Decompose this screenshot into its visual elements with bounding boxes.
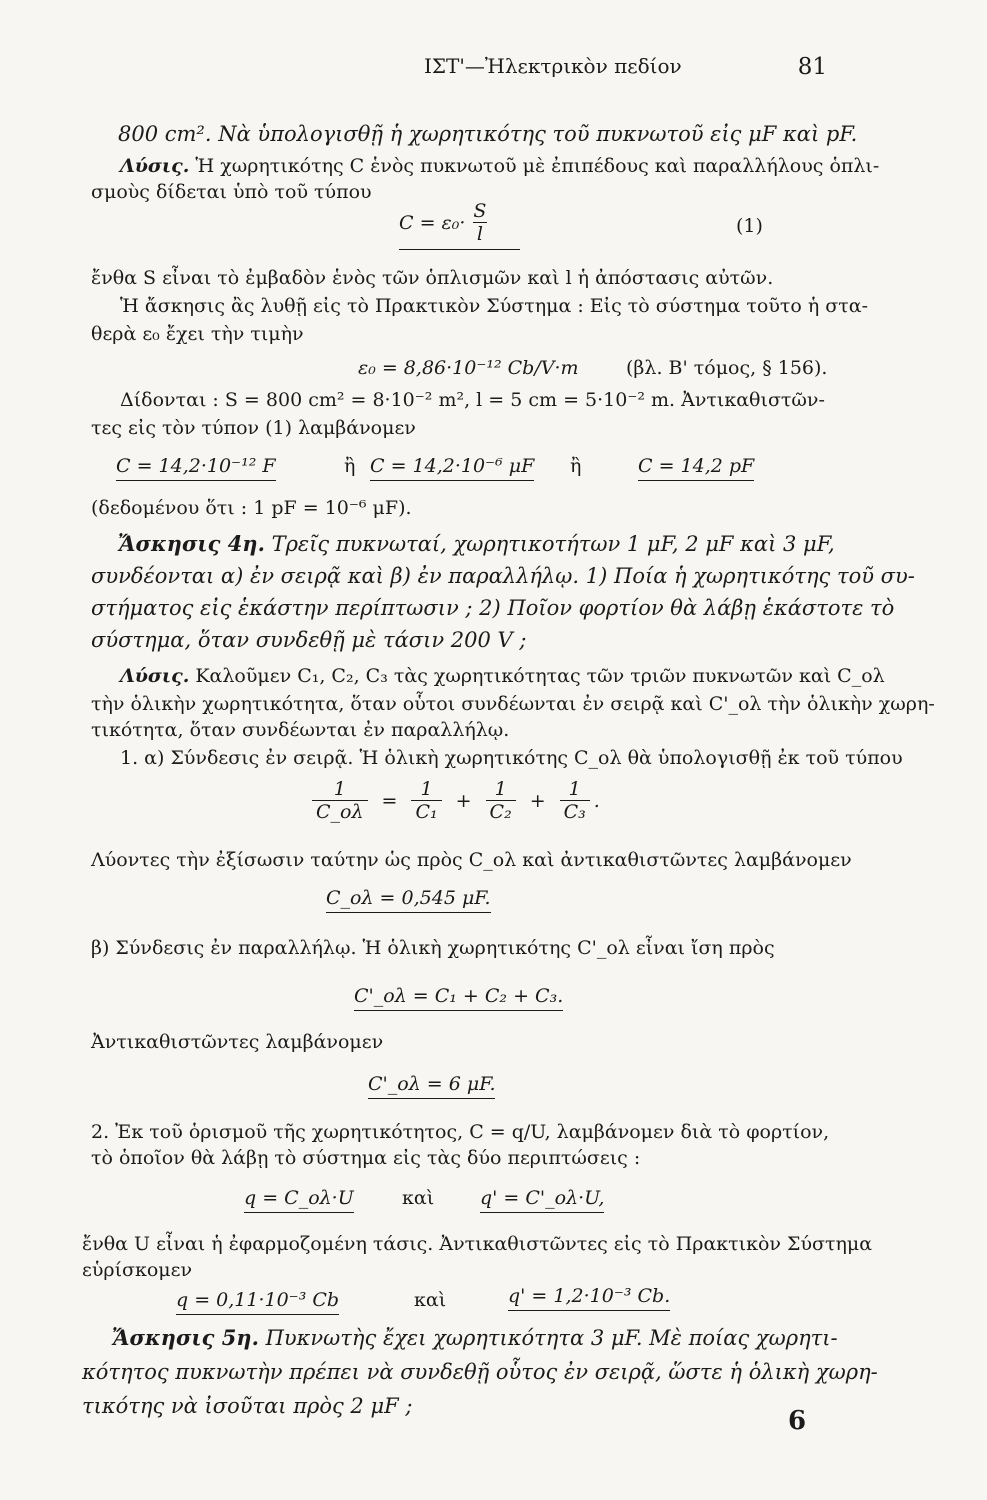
result-4: C'_ολ = 6 μF. [368,1072,495,1099]
fraction [560,778,590,823]
page-number: 81 [797,54,827,80]
result-5b: q' = C'_ολ·U, [480,1186,604,1213]
equation-3 [308,778,600,823]
text-line: τικότης νὰ ἰσοῦται πρὸς 2 μF ; [82,1394,413,1418]
eq-lhs: C = ε₀· [399,211,466,234]
solution-label: Λύσις. [120,155,190,177]
text-line: 1. α) Σύνδεσις ἐν σειρᾷ. Ἡ ὁλικὴ χωρητικότης C_ολ θὰ ὑπολογισθῇ ἐκ τοῦ τύπου [120,747,903,769]
text-line: β) Σύνδεσις ἐν παραλλήλῳ. Ἡ ὁλικὴ χωρητικότης C'_ολ εἶναι ἴση πρὸς [91,937,775,959]
denominator: C_ολ [312,800,368,823]
or-word: ἢ [570,455,582,477]
denominator: C₂ [486,800,516,823]
text-line: στήματος εἰς ἑκάστην περίπτωσιν ; 2) Ποῖον φορτίον θὰ λάβῃ ἑκάστοτε τὸ [91,596,895,620]
running-header: ΙΣΤ'—Ἠλεκτρικὸν πεδίον [424,54,682,78]
signature-mark: 6 [788,1406,807,1436]
result-6b: q' = 1,2·10⁻³ Cb. [508,1284,670,1311]
text-line: σμοὺς δίδεται ὑπὸ τοῦ τύπου [91,181,372,203]
denominator: C₃ [560,800,590,823]
text-span: Καλοῦμεν C₁, C₂, C₃ τὰς χωρητικότητας τῶν τριῶν πυκνωτῶν καὶ C_ολ [189,665,885,687]
plus-sign: + [455,789,472,812]
numerator: 1 [568,778,581,800]
result-1b: C = 14,2·10⁻⁶ μF [370,454,534,481]
exercise-title: Ἄσκησις 5η. [112,1325,259,1350]
numerator: 1 [420,778,433,800]
text-line: ἔνθα S εἶναι τὸ ἐμβαδὸν ἑνὸς τῶν ὁπλισμῶν καὶ l ἡ ἀπόστασις αὐτῶν. [91,267,774,289]
text-line: (δεδομένου ὅτι : 1 pF = 10⁻⁶ μF). [91,497,412,519]
exercise-title: Ἄσκησις 4η. [118,531,265,556]
result-6a: q = 0,11·10⁻³ Cb [176,1288,339,1315]
or-word: ἢ [344,455,356,477]
text-line [118,532,835,556]
plus-sign: + [529,789,546,812]
text-line: Ἡ ἄσκησις ἂς λυθῇ εἰς τὸ Πρακτικὸν Σύστημα : Εἰς τὸ σύστημα τοῦτο ἡ στα- [120,295,869,317]
text-line: Ἀντικαθιστῶντες λαμβάνομεν [91,1031,384,1053]
text-line: ἔνθα U εἶναι ἡ ἐφαρμοζομένη τάσις. Ἀντικαθιστῶντες εἰς τὸ Πρακτικὸν Σύστημα [82,1233,873,1255]
text-line: τὴν ὁλικὴν χωρητικότητα, ὅταν οὗτοι συνδέωνται ἐν σειρᾷ καὶ C'_ολ τὴν ὁλικὴν χωρη- [91,693,935,715]
text-span: Τρεῖς πυκνωταί, χωρητικοτήτων 1 μF, 2 μF καὶ 3 μF, [264,532,835,556]
equation-1 [399,200,520,250]
result-5a: q = C_ολ·U [244,1186,354,1213]
text-line [120,664,885,688]
numerator: S [473,200,487,222]
text-line: συνδέονται α) ἐν σειρᾷ καὶ β) ἐν παραλλήλῳ. 1) Ποία ἡ χωρητικότης τοῦ συ- [91,564,915,588]
numerator: 1 [333,778,346,800]
text-line: 800 cm². Νὰ ὑπολογισθῇ ἡ χωρητικότης τοῦ πυκνωτοῦ εἰς μF καὶ pF. [118,122,858,146]
result-3: C'_ολ = C₁ + C₂ + C₃. [354,984,563,1011]
text-line: τες εἰς τὸν τύπον (1) λαμβάνομεν [91,417,416,439]
equation-tag: (1) [736,215,763,237]
denominator: C₁ [411,800,441,823]
numerator: 1 [494,778,507,800]
period: . [593,789,600,812]
text-line [112,1326,838,1350]
text-span: Πυκνωτὴς ἔχει χωρητικότητα 3 μF. Μὲ ποίας χωρητι- [258,1326,838,1350]
text-line: εὑρίσκομεν [82,1259,193,1281]
text-line: τικότητα, ὅταν συνδέωνται ἐν παραλλήλῳ. [91,719,510,741]
equals-sign: = [381,789,398,812]
fraction [312,778,368,823]
equation-body [399,200,520,250]
text-line: θερὰ ε₀ ἔχει τὴν τιμὴν [91,323,304,345]
text-line [120,154,879,178]
result-2: C_ολ = 0,545 μF. [326,886,491,913]
result-1a: C = 14,2·10⁻¹² F [116,454,276,481]
text-line: κότητος πυκνωτὴν πρέπει νὰ συνδεθῇ οὗτος ἐν σειρᾷ, ὥστε ἡ ὁλικὴ χωρη- [82,1360,878,1384]
solution-label: Λύσις. [120,665,190,687]
fraction [486,778,516,823]
text-span: Ἡ χωρητικότης C ἑνὸς πυκνωτοῦ μὲ ἐπιπέδους καὶ παραλλήλους ὁπλι- [189,155,880,177]
and-word: καὶ [402,1187,435,1209]
text-line: 2. Ἐκ τοῦ ὁρισμοῦ τῆς χωρητικότητος, C = q/U, λαμβάνομεν διὰ τὸ φορτίον, [91,1121,830,1143]
denominator: l [473,222,487,245]
fraction [411,778,441,823]
and-word: καὶ [414,1289,447,1311]
equation-2: ε₀ = 8,86·10⁻¹² Cb/V·m [358,357,579,379]
fraction [469,200,490,245]
text-line: τὸ ὁποῖον θὰ λάβῃ τὸ σύστημα εἰς τὰς δύο περιπτώσεις : [91,1147,641,1169]
text-line: Δίδονται : S = 800 cm² = 8·10⁻² m², l = 5 cm = 5·10⁻² m. Ἀντικαθιστῶν- [120,389,825,411]
result-1c: C = 14,2 pF [638,454,754,481]
text-line: σύστημα, ὅταν συνδεθῇ μὲ τάσιν 200 V ; [91,628,527,652]
equation-reference: (βλ. Β' τόμος, § 156). [626,357,828,379]
text-line: Λύοντες τὴν ἐξίσωσιν ταύτην ὡς πρὸς C_ολ καὶ ἀντικαθιστῶντες λαμβάνομεν [91,849,852,871]
